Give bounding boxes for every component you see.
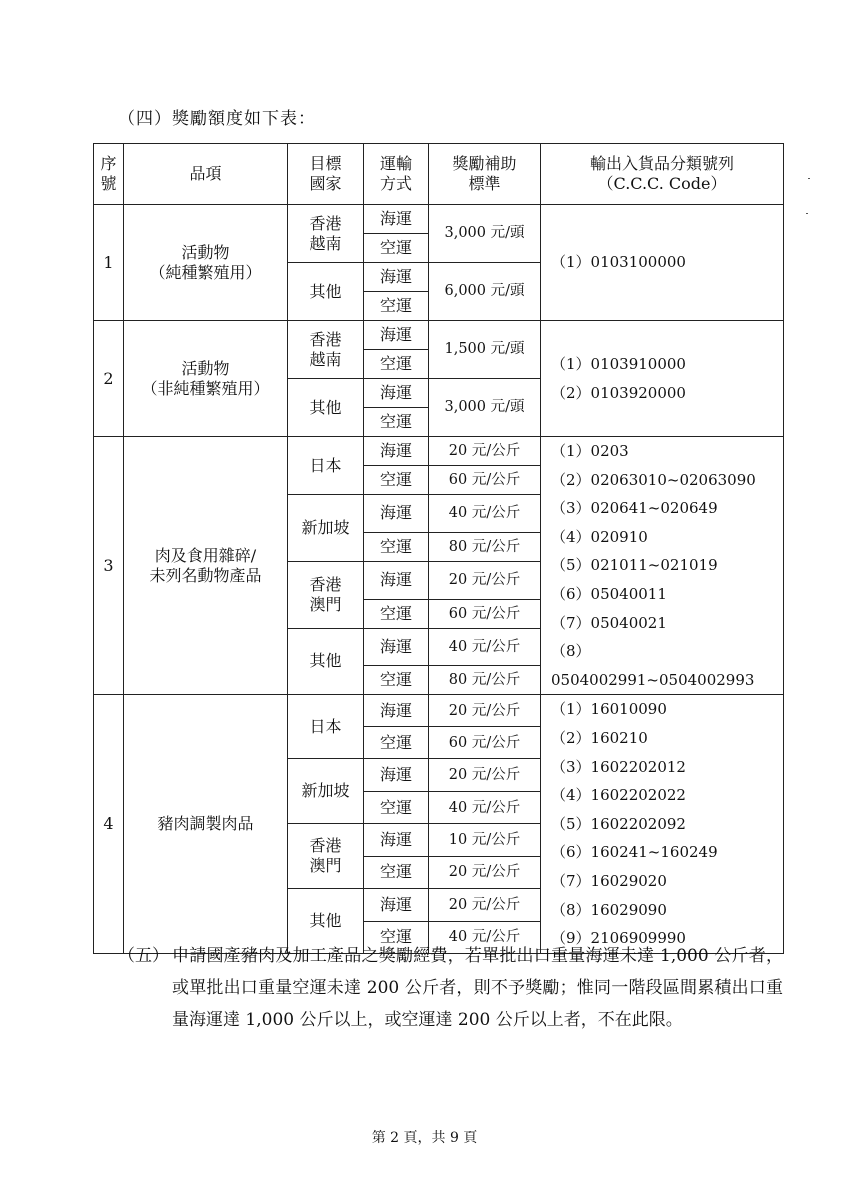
seq-cell: 1 (94, 205, 124, 321)
transport-cell: 空運 (364, 666, 429, 695)
header-country: 目標 國家 (288, 144, 364, 205)
country-cell: 新加坡 (288, 759, 364, 824)
transport-cell: 空運 (364, 921, 429, 953)
country-cell: 其他 (288, 888, 364, 953)
seq-cell: 2 (94, 321, 124, 437)
section-five-text: 申請國產豬肉及加工產品之獎勵經費，若單批出口重量海運未達 1,000 公斤者，或單批出口重量空運未達 200 公斤者，則不予獎勵；惟同一階段區間累積出口重量海運達 1,000 公斤以上，或空運達 200 公斤以上者，不在此限。 (172, 946, 783, 1030)
reward-table (93, 143, 784, 954)
transport-cell: 海運 (364, 561, 429, 599)
standard-cell: 60 元/公斤 (429, 466, 541, 495)
transport-cell: 空運 (364, 234, 429, 263)
section-five (118, 940, 783, 1036)
country-cell: 日本 (288, 695, 364, 759)
transport-cell: 海運 (364, 263, 429, 292)
standard-cell: 40 元/公斤 (429, 628, 541, 666)
transport-cell: 空運 (364, 466, 429, 495)
standard-cell: 20 元/公斤 (429, 856, 541, 888)
code-cell: （1）0103910000 （2）0103920000 (541, 321, 784, 437)
country-cell: 香港 越南 (288, 205, 364, 263)
seq-cell: 3 (94, 437, 124, 695)
seq-cell: 4 (94, 695, 124, 953)
country-cell: 新加坡 (288, 495, 364, 562)
page-number: 第 2 頁，共 9 頁 (371, 1130, 478, 1146)
standard-cell: 60 元/公斤 (429, 727, 541, 759)
transport-cell: 空運 (364, 408, 429, 437)
code-cell: （1）0103100000 (541, 205, 784, 321)
standard-cell: 6,000 元/頭 (429, 263, 541, 321)
transport-cell: 海運 (364, 379, 429, 408)
header-transport: 運輸 方式 (364, 144, 429, 205)
header-standard: 獎勵補助 標準 (429, 144, 541, 205)
table-row (94, 437, 784, 466)
transport-cell: 海運 (364, 321, 429, 350)
standard-cell: 40 元/公斤 (429, 792, 541, 824)
table-header-row (94, 144, 784, 205)
standard-cell: 20 元/公斤 (429, 888, 541, 921)
transport-cell: 空運 (364, 599, 429, 628)
standard-cell: 20 元/公斤 (429, 759, 541, 792)
country-cell: 香港 越南 (288, 321, 364, 379)
standard-cell: 10 元/公斤 (429, 824, 541, 857)
transport-cell: 海運 (364, 205, 429, 234)
country-cell: 其他 (288, 628, 364, 695)
header-seq: 序 號 (94, 144, 124, 205)
standard-cell: 20 元/公斤 (429, 437, 541, 466)
transport-cell: 空運 (364, 350, 429, 379)
standard-cell: 3,000 元/頭 (429, 205, 541, 263)
transport-cell: 空運 (364, 292, 429, 321)
transport-cell: 海運 (364, 628, 429, 666)
transport-cell: 海運 (364, 437, 429, 466)
table-row (94, 205, 784, 234)
transport-cell: 海運 (364, 695, 429, 727)
item-cell: 肉及食用雜碎/ 未列名動物產品 (124, 437, 288, 695)
scan-mark (806, 213, 808, 214)
standard-cell: 80 元/公斤 (429, 532, 541, 561)
country-cell: 香港 澳門 (288, 561, 364, 628)
code-cell: （1）0203 （2）02063010~02063090 （3）020641~020649 （4）020910 （5）021011~021019 （6）05040011 （7）05040021 （8）0504002991~0504002993 (541, 437, 784, 695)
transport-cell: 海運 (364, 759, 429, 792)
section-heading: （四）獎勵額度如下表： (118, 109, 316, 129)
standard-cell: 60 元/公斤 (429, 599, 541, 628)
section-five-number: （五） (118, 946, 169, 966)
code-cell: （1）16010090 （2）160210 （3）1602202012 （4）1602202022 （5）1602202092 （6）160241~160249 （7）16029020 （8）16029090 （9）2106909990 (541, 695, 784, 953)
country-cell: 香港 澳門 (288, 824, 364, 889)
item-cell: 活動物 （純種繁殖用） (124, 205, 288, 321)
standard-cell: 20 元/公斤 (429, 695, 541, 727)
item-cell: 豬肉調製肉品 (124, 695, 288, 953)
standard-cell: 1,500 元/頭 (429, 321, 541, 379)
table-row (94, 695, 784, 727)
country-cell: 其他 (288, 263, 364, 321)
standard-cell: 40 元/公斤 (429, 495, 541, 533)
standard-cell: 80 元/公斤 (429, 666, 541, 695)
item-cell: 活動物 （非純種繁殖用） (124, 321, 288, 437)
standard-cell: 40 元/公斤 (429, 921, 541, 953)
scan-mark (808, 178, 810, 179)
transport-cell: 空運 (364, 792, 429, 824)
table-row (94, 321, 784, 350)
transport-cell: 空運 (364, 532, 429, 561)
standard-cell: 20 元/公斤 (429, 561, 541, 599)
transport-cell: 海運 (364, 824, 429, 857)
header-code: 輸出入貨品分類號列 （C.C.C. Code） (541, 144, 784, 205)
standard-cell: 3,000 元/頭 (429, 379, 541, 437)
country-cell: 其他 (288, 379, 364, 437)
header-item: 品項 (124, 144, 288, 205)
transport-cell: 空運 (364, 727, 429, 759)
transport-cell: 海運 (364, 495, 429, 533)
country-cell: 日本 (288, 437, 364, 495)
transport-cell: 空運 (364, 856, 429, 888)
transport-cell: 海運 (364, 888, 429, 921)
